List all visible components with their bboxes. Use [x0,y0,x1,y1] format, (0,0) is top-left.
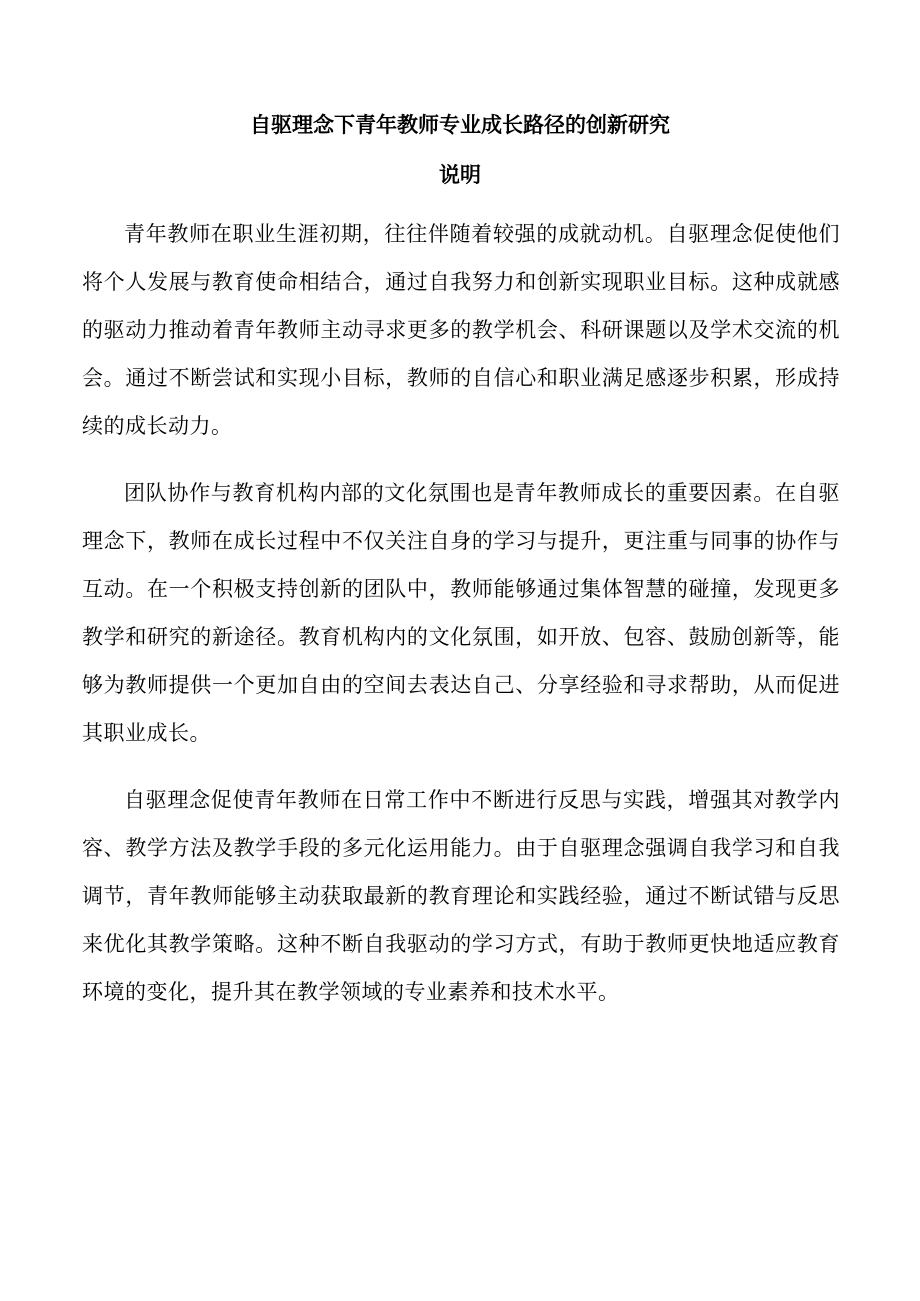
paragraph-2: 团队协作与教育机构内部的文化氛围也是青年教师成长的重要因素。在自驱理念下，教师在成长过程中不仅关注自身的学习与提升，更注重与同事的协作与互动。在一个积极支持创新的团队中，教师能够通过集体智慧的碰撞，发现更多教学和研究的新途径。教育机构内的文化氛围，如开放、包容、鼓励创新等，能够为教师提供一个更加自由的空间去表达自己、分享经验和寻求帮助，从而促进其职业成长。 [82,481,840,745]
document-body [82,210,840,1035]
document-title: 自驱理念下青年教师专业成长路径的创新研究 [250,113,670,137]
section-heading: 说明 [439,163,481,187]
paragraph-1: 青年教师在职业生涯初期，往往伴随着较强的成就动机。自驱理念促使他们将个人发展与教育使命相结合，通过自我努力和创新实现职业目标。这种成就感的驱动力推动着青年教师主动寻求更多的教学机会、科研课题以及学术交流的机会。通过不断尝试和实现小目标，教师的自信心和职业满足感逐步积累，形成持续的成长动力。 [82,222,840,438]
paragraph-3: 自驱理念促使青年教师在日常工作中不断进行反思与实践，增强其对教学内容、教学方法及教学手段的多元化运用能力。由于自驱理念强调自我学习和自我调节，青年教师能够主动获取最新的教育理论和实践经验，通过不断试错与反思来优化其教学策略。这种不断自我驱动的学习方式，有助于教师更快地适应教育环境的变化，提升其在教学领域的专业素养和技术水平。 [82,788,840,1004]
